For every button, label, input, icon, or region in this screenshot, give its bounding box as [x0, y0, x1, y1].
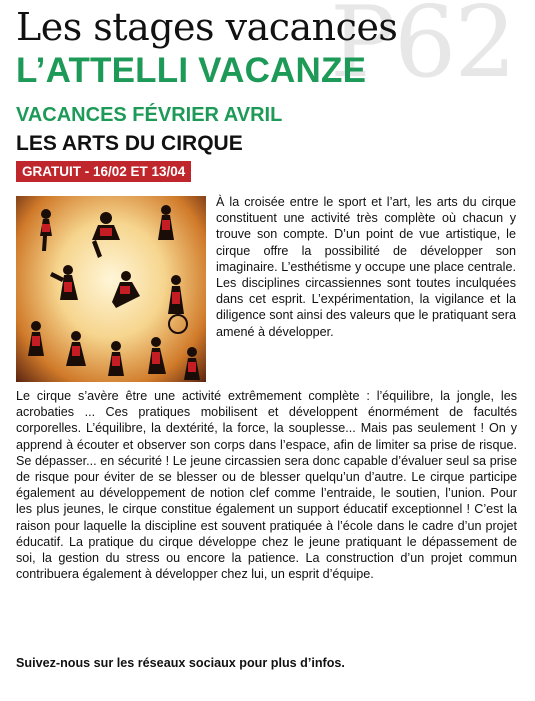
- activity-heading: LES ARTS DU CIRQUE: [16, 132, 243, 155]
- page-number-watermark: P62: [330, 0, 515, 100]
- period-heading: VACANCES FÉVRIER AVRIL: [16, 104, 283, 126]
- page-title: Les stages vacances: [16, 5, 398, 49]
- circus-figures-icon: [16, 196, 206, 382]
- main-paragraph: Le cirque s’avère être une activité extrêmement complète : l’équilibre, la jongle, les acrobaties ... Ces pratiques mobilisent et développent énormément de facultés corporelles. L’équilibre, la dextérité, la force, la souplesse... Mais pas seulement ! On y apprend à écouter et observer son corps dans l’espace, afin de limiter sa prise de risque. Se dépasser... en sécurité ! Le jeune circassien sera donc capable d’évaluer seul sa prise de risque pour éviter de se blesser ou de blesser quelqu’un d’autre. Le cirque participe également au développement de notion clef comme l’entraide, le soutien, l’union. Pour les plus jeunes, le cirque constitue également un support éducatif exceptionnel ! C’est la raison pour laquelle la discipline est souvent pratiquée à l’école dans le cadre d’un projet éducatif. La pratique du cirque développe chez le jeune pratiquant le dépassement de soi, la gestion du stress ou encore la patience. La construction d’un projet commun contribuera également à développer chez lui, un esprit d’équipe.: [16, 389, 517, 582]
- circus-performers-illustration: [16, 196, 206, 382]
- price-date-badge: GRATUIT - 16/02 ET 13/04: [16, 161, 191, 182]
- social-media-note: Suivez-nous sur les réseaux sociaux pour plus d’infos.: [16, 656, 345, 670]
- page-title-italian: L’ATTELLI VACANZE: [16, 51, 367, 90]
- intro-paragraph: À la croisée entre le sport et l’art, les arts du cirque constituent une activité très complète où chacun y trouve son compte. D’un point de vue artistique, le cirque offre la possibilité de développer son imaginaire. L’esthétisme y occupe une place centrale. Les disciplines circassiennes sont toutes inculquées dans cet esprit. L’expérimentation, la vigilance et la diligence sont ainsi des valeurs que le pratiquant sera amené à développer.: [216, 195, 516, 339]
